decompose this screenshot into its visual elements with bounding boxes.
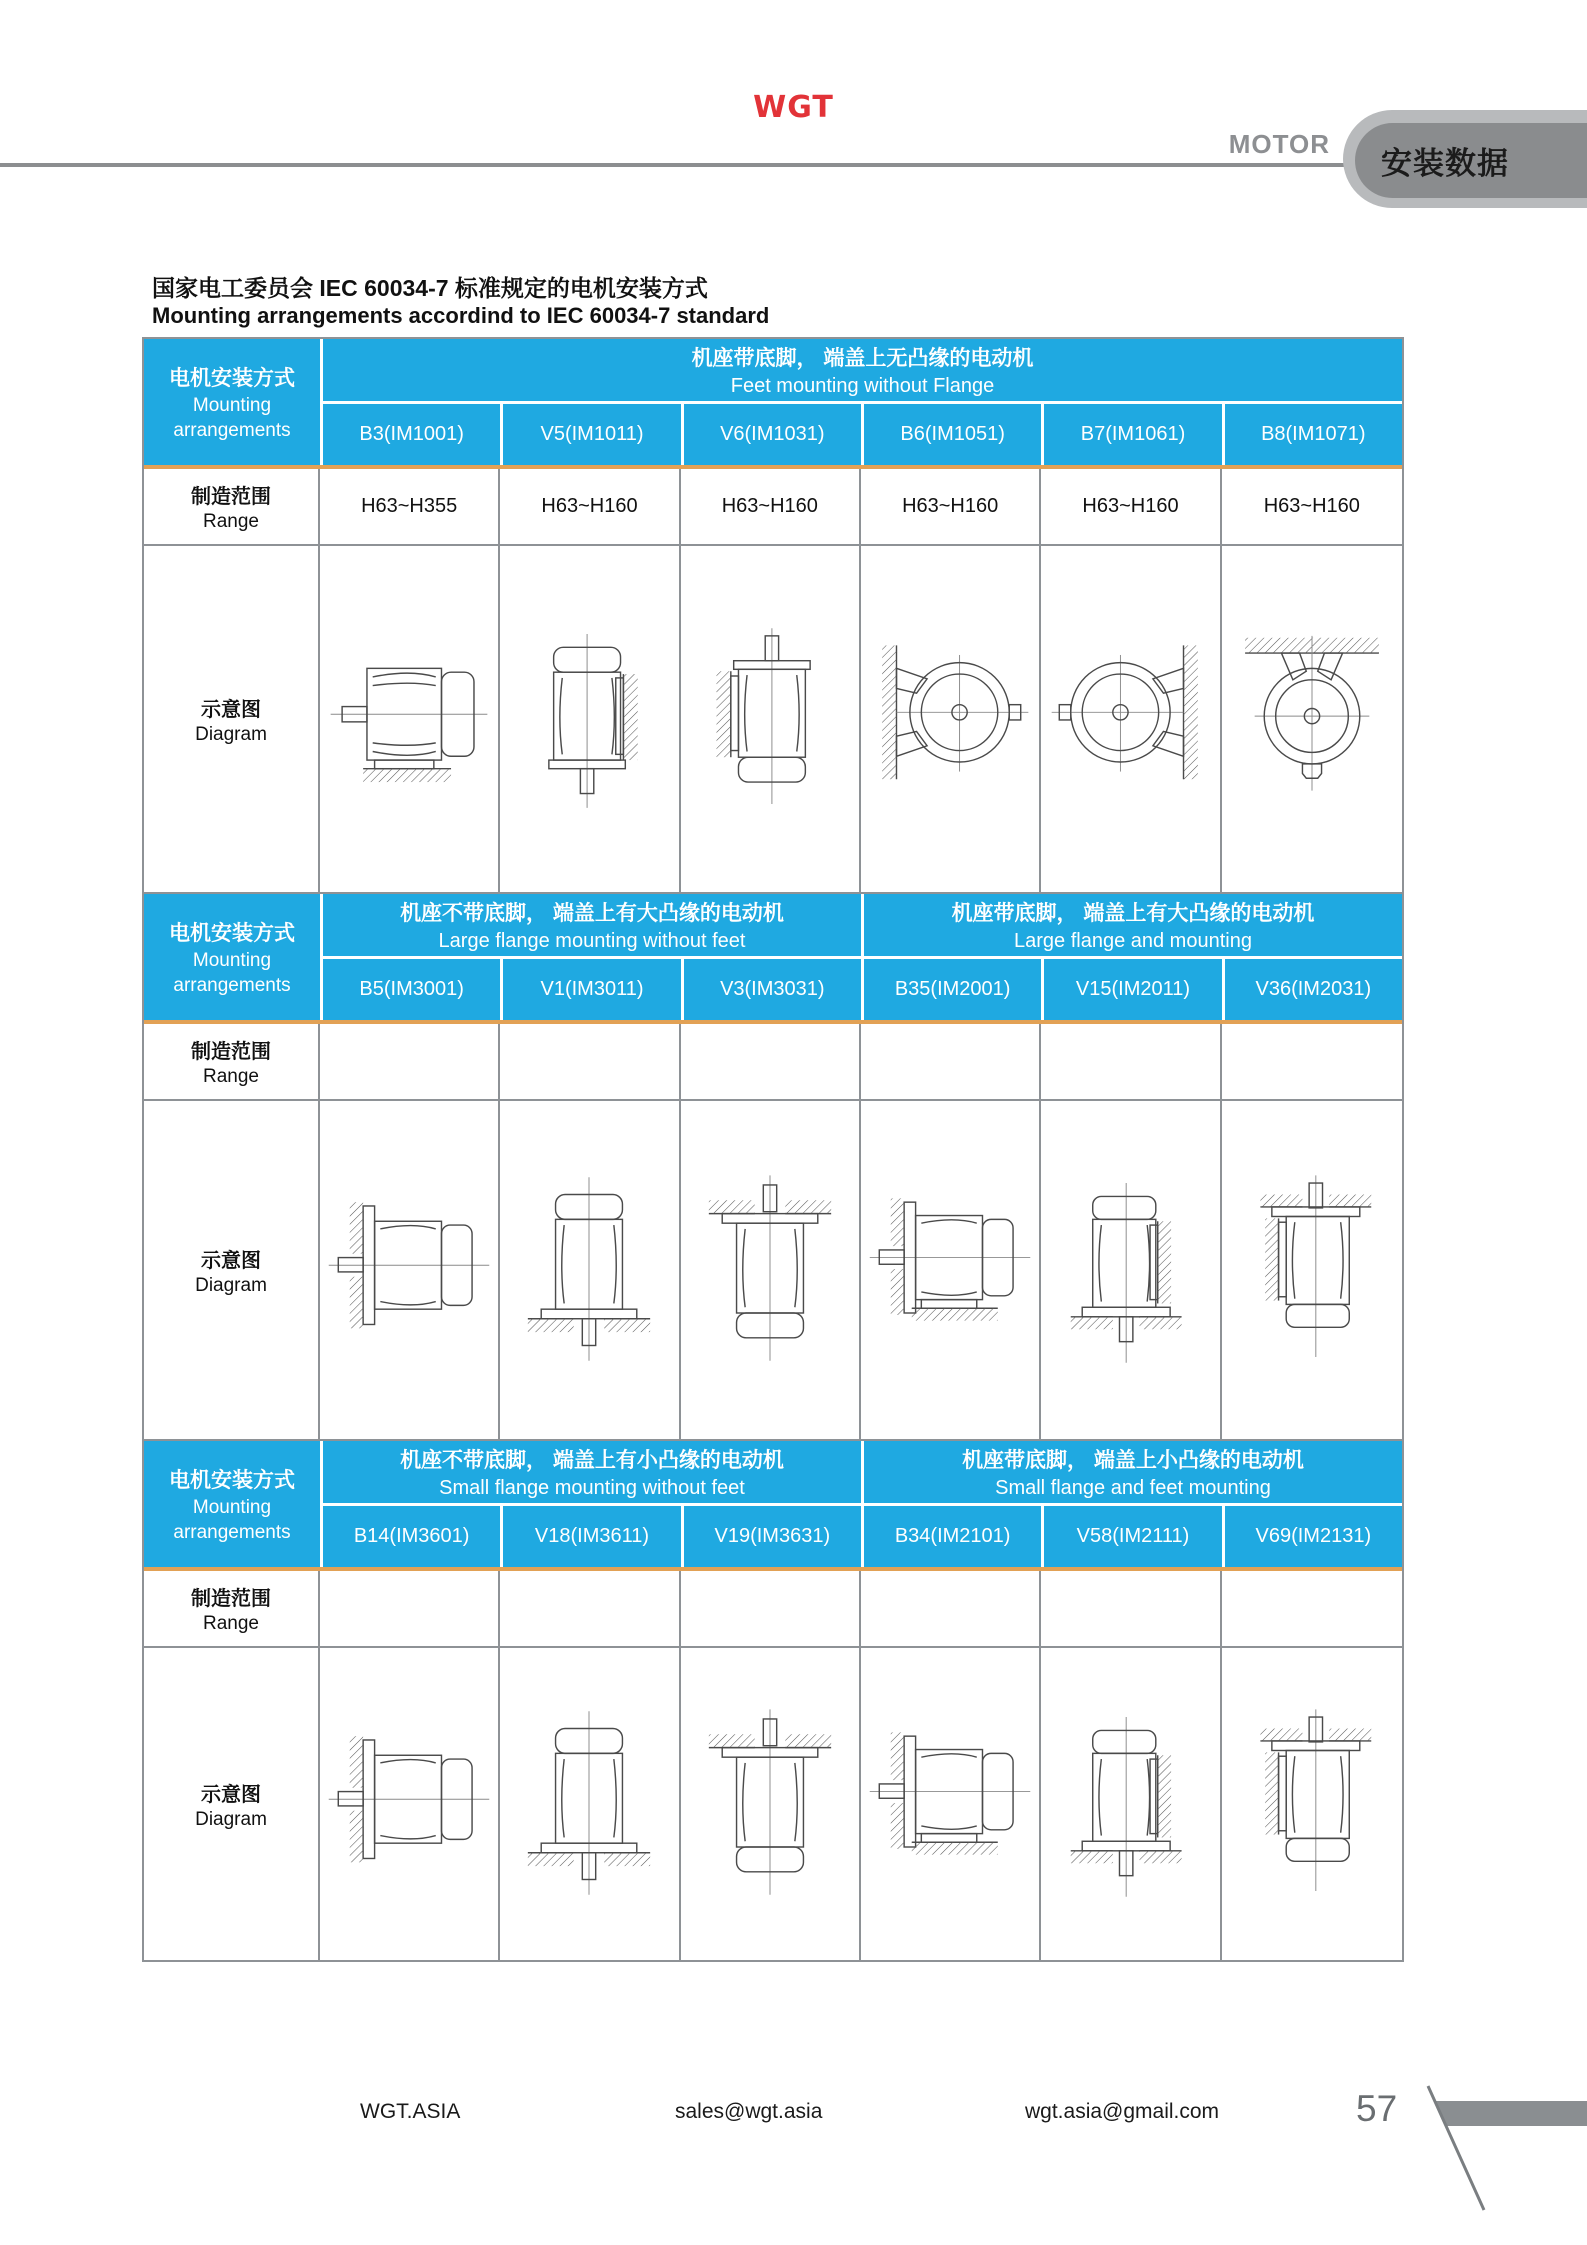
diagram-v58: [1041, 1648, 1221, 1962]
range-value: [1222, 1571, 1402, 1648]
diagram-b8: [1222, 546, 1402, 894]
column-header: B5(IM3001): [320, 956, 500, 1020]
diagram-row-label: 示意图 Diagram: [144, 546, 320, 894]
diagram-b34: [861, 1648, 1041, 1962]
range-row-label: 制造范围 Range: [144, 1024, 320, 1101]
diagram-b7: [1041, 546, 1221, 894]
diagram-v69: [1222, 1648, 1402, 1962]
range-value: [320, 1024, 500, 1101]
column-header: V18(IM3611): [500, 1503, 680, 1567]
motor-section-label: MOTOR: [1228, 129, 1330, 159]
page-title-en: Mounting arrangements accordind to IEC 60034-7 standard: [152, 303, 770, 328]
group-header: 机座不带底脚， 端盖上有小凸缘的电动机 Small flange mounting without feet: [320, 1441, 861, 1503]
column-header: V36(IM2031): [1222, 956, 1402, 1020]
table-small-flange: [144, 1441, 1402, 1962]
column-header: B35(IM2001): [861, 956, 1041, 1020]
diagram-v6: [681, 546, 861, 894]
group-header: 机座带底脚， 端盖上无凸缘的电动机 Feet mounting without Flange: [320, 339, 1402, 401]
range-value: [861, 1024, 1041, 1101]
diagram-row-label: 示意图 Diagram: [144, 1648, 320, 1962]
footer-corner-graphic: [1420, 2078, 1587, 2223]
range-row-label: 制造范围 Range: [144, 1571, 320, 1648]
table3-header: [144, 1441, 1402, 1567]
column-header: B6(IM1051): [861, 401, 1041, 465]
table1-body: [144, 469, 1402, 894]
diagram-b14: [320, 1648, 500, 1962]
range-value: H63~H160: [500, 469, 680, 546]
diagram-v18: [500, 1648, 680, 1962]
range-value: [1041, 1571, 1221, 1648]
diagram-b5: [320, 1101, 500, 1441]
diagram-b3: [320, 546, 500, 894]
range-value: H63~H160: [861, 469, 1041, 546]
section-tab: [1343, 110, 1587, 208]
group-header: 机座不带底脚， 端盖上有大凸缘的电动机 Large flange mounting without feet: [320, 894, 861, 956]
diagram-v3: [681, 1101, 861, 1441]
mounting-tables: [142, 337, 1404, 1962]
footer-email-sales: sales@wgt.asia: [675, 2100, 823, 2123]
range-value: [320, 1571, 500, 1648]
range-value: [681, 1571, 861, 1648]
table-large-flange: [144, 894, 1402, 1441]
diagram-v36: [1222, 1101, 1402, 1441]
diagram-v15: [1041, 1101, 1221, 1441]
table2-body: [144, 1024, 1402, 1441]
footer-email-gmail: wgt.asia@gmail.com: [1025, 2100, 1220, 2123]
range-value: [1222, 1024, 1402, 1101]
diagram-v5: [500, 546, 680, 894]
mounting-arrangements-header: 电机安装方式 Mounting arrangements: [169, 922, 295, 996]
range-value: [500, 1024, 680, 1101]
page-title-cn: 国家电工委员会 IEC 60034-7 标准规定的电机安装方式: [152, 275, 708, 301]
table1-header: [144, 339, 1402, 465]
column-header: V1(IM3011): [500, 956, 680, 1020]
column-header: V5(IM1011): [500, 401, 680, 465]
group-header: 机座带底脚， 端盖上小凸缘的电动机 Small flange and feet mounting: [861, 1441, 1402, 1503]
range-value: [681, 1024, 861, 1101]
mounting-arrangements-header: 电机安装方式 Mounting arrangements: [169, 1469, 295, 1543]
range-value: [500, 1571, 680, 1648]
column-header: B14(IM3601): [320, 1503, 500, 1567]
range-row-label: 制造范围 Range: [144, 469, 320, 546]
range-value: H63~H160: [1041, 469, 1221, 546]
page-title: [152, 274, 769, 330]
page-number: 57: [1356, 2088, 1398, 2129]
table-feet-mounting: [144, 339, 1402, 894]
wgt-logo: WGT: [753, 90, 834, 125]
header-rule: [0, 163, 1345, 167]
column-header: B7(IM1061): [1041, 401, 1221, 465]
table2-header: [144, 894, 1402, 1020]
column-header: V15(IM2011): [1041, 956, 1221, 1020]
range-value: [1041, 1024, 1221, 1101]
diagram-b6: [861, 546, 1041, 894]
group-header: 机座带底脚， 端盖上有大凸缘的电动机 Large flange and mounting: [861, 894, 1402, 956]
column-header: V69(IM2131): [1222, 1503, 1402, 1567]
range-value: H63~H160: [681, 469, 861, 546]
diagram-v1: [500, 1101, 680, 1441]
footer-site: WGT.ASIA: [360, 2100, 461, 2123]
table3-body: [144, 1571, 1402, 1962]
section-tab-label: 安装数据: [1355, 123, 1587, 198]
column-header: B3(IM1001): [320, 401, 500, 465]
diagram-b35: [861, 1101, 1041, 1441]
column-header: V6(IM1031): [681, 401, 861, 465]
diagram-v19: [681, 1648, 861, 1962]
diagram-row-label: 示意图 Diagram: [144, 1101, 320, 1441]
column-header: V58(IM2111): [1041, 1503, 1221, 1567]
range-value: [861, 1571, 1041, 1648]
column-header: V3(IM3031): [681, 956, 861, 1020]
column-header: V19(IM3631): [681, 1503, 861, 1567]
range-value: H63~H160: [1222, 469, 1402, 546]
column-header: B8(IM1071): [1222, 401, 1402, 465]
column-header: B34(IM2101): [861, 1503, 1041, 1567]
range-value: H63~H355: [320, 469, 500, 546]
mounting-arrangements-header: 电机安装方式 Mounting arrangements: [169, 367, 295, 441]
